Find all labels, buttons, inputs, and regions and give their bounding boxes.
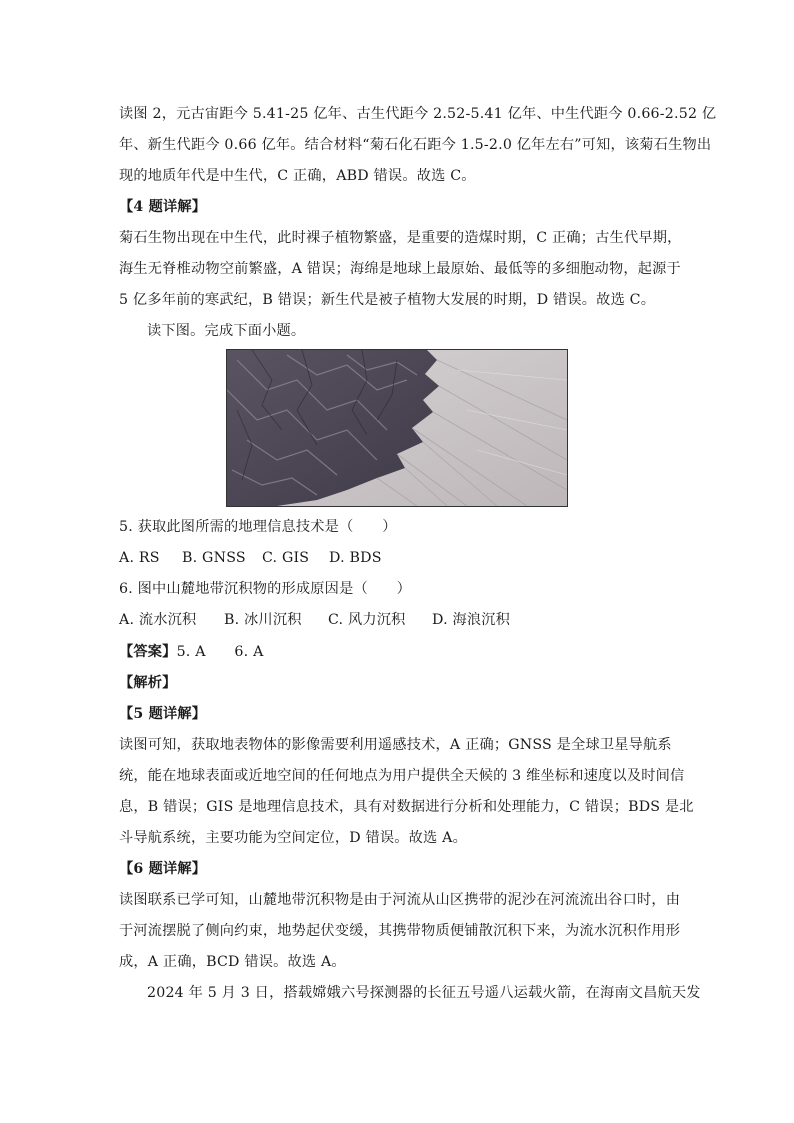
text-line: 读下图。完成下面小题。 [147,323,306,339]
text-line: 统，能在地球表面或近地空间的任何地点为用户提供全天候的 3 维坐标和速度以及时间信 [119,768,685,784]
text-line: 读图 2，元古宙距今 5.41-25 亿年、古生代距今 2.52-5.41 亿年、中生代距今 0.66-2.52 亿 [119,106,717,122]
option-c: C. GIS [262,550,310,566]
option-a: A. RS [119,550,160,566]
aerial-photo [226,349,568,507]
text-line: 5 亿多年前的寒武纪，B 错误；新生代是被子植物大发展的时期，D 错误。故选 C。 [119,292,656,308]
option-c: C. 风力沉积 [328,612,406,628]
option-b: B. 冰川沉积 [224,612,302,628]
analysis-heading: 【解析】 [119,675,177,691]
question-5-options [119,548,679,568]
text-line: 2024 年 5 月 3 日，搭载嫦娥六号探测器的长征五号遥八运载火箭，在海南文昌航天发 [147,985,701,1001]
text-line: 成，A 正确，BCD 错误。故选 A。 [119,954,346,970]
text-line: 于河流摆脱了侧向约束，地势起伏变缓，其携带物质便铺散沉积下来，为流水沉积作用形 [119,923,681,939]
question-5: 5. 获取此图所需的地理信息技术是（ ） [119,519,397,535]
text-line: 读图可知，获取地表物体的影像需要利用遥感技术，A 正确；GNSS 是全球卫星导航系 [119,737,672,753]
text-line: 年、新生代距今 0.66 亿年。结合材料“菊石化石距今 1.5-2.0 亿年左右”可知，该菊石生物出 [119,137,712,153]
question-6-options [119,610,679,630]
option-b: B. GNSS [182,550,246,566]
text-line: 息，B 错误；GIS 是地理信息技术，具有对数据进行分析和处理能力，C 错误；BDS 是北 [119,799,694,815]
answer-value: 5. A 6. A [176,644,264,660]
option-d: D. BDS [329,550,382,566]
section-heading-q5: 【5 题详解】 [119,706,207,722]
text-line: 斗导航系统，主要功能为空间定位，D 错误。故选 A。 [119,830,467,846]
section-heading-q4: 【4 题详解】 [119,199,207,215]
answer-line [119,642,679,662]
text-line: 现的地质年代是中生代，C 正确，ABD 错误。故选 C。 [119,168,476,184]
text-line: 海生无脊椎动物空前繁盛，A 错误；海绵是地球上最原始、最低等的多细胞动物，起源于 [119,261,681,277]
option-d: D. 海浪沉积 [432,612,511,628]
text-line: 读图联系已学可知，山麓地带沉积物是由于河流从山区携带的泥沙在河流流出谷口时，由 [119,892,681,908]
question-6: 6. 图中山麓地带沉积物的形成原因是（ ） [119,581,412,597]
answer-label: 【答案】 [119,644,177,660]
text-line: 菊石生物出现在中生代，此时裸子植物繁盛，是重要的造煤时期，C 正确；古生代早期， [119,230,682,246]
aerial-photo-mountains-alluvial-fan-icon [227,350,567,506]
section-heading-q6: 【6 题详解】 [119,861,207,877]
option-a: A. 流水沉积 [119,612,197,628]
